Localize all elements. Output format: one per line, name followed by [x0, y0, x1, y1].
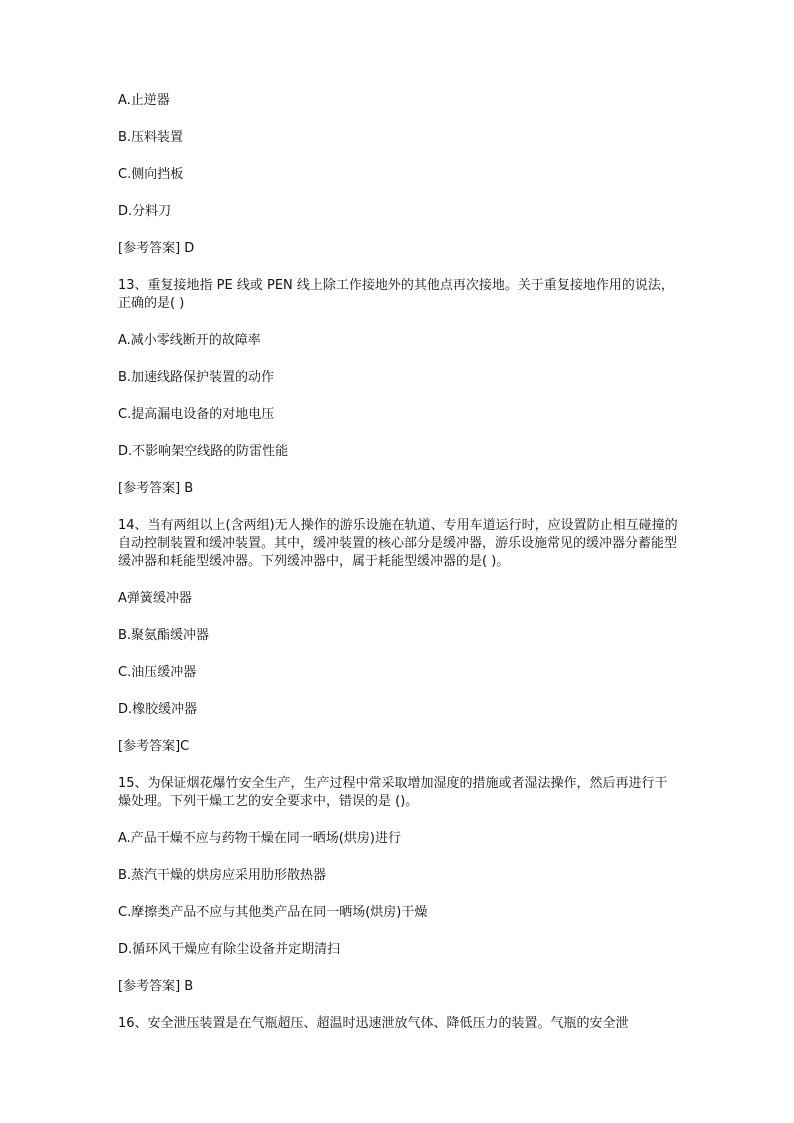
- q13-answer: [参考答案] B: [118, 481, 194, 496]
- q12-answer: [参考答案] D: [118, 241, 195, 256]
- q14-answer: [参考答案]C: [118, 739, 190, 754]
- q13-option-a: A.减小零线断开的故障率: [118, 333, 261, 348]
- q14-option-b: B.聚氨酯缓冲器: [118, 628, 210, 643]
- q14-option-c: C.油压缓冲器: [118, 665, 197, 680]
- q14-stem: 14、当有两组以上(含两组)无人操作的游乐设施在轨道、专用车道运行时，应设置防止相互碰撞的自动控制装置和缓冲装置。其中，缓冲装置的核心部分是缓冲器，游乐设施常见的缓冲器分蓄能型缓冲器和耗能型缓冲器。下列缓冲器中，属于耗能型缓冲器的是( )。: [118, 518, 678, 569]
- q13-stem: 13、重复接地指 PE 线或 PEN 线上除工作接地外的其他点再次接地。关于重复接地作用的说法，正确的是( ): [118, 278, 674, 311]
- q13-option-c: C.提高漏电设备的对地电压: [118, 407, 275, 422]
- q15-stem: 15、为保证烟花爆竹安全生产，生产过程中常采取增加湿度的措施或者湿法操作，然后再进行干燥处理。下列干燥工艺的安全要求中，错误的是 ()。: [118, 776, 668, 809]
- q12-option-b: B.压料装置: [118, 130, 184, 145]
- q13-option-d: D.不影响架空线路的防雷性能: [118, 444, 289, 459]
- q15-answer: [参考答案] B: [118, 979, 194, 994]
- q15-option-b: B.蒸汽干燥的烘房应采用肋形散热器: [118, 868, 327, 883]
- q12-option-d: D.分料刀: [118, 204, 172, 219]
- q15-option-c: C.摩擦类产品不应与其他类产品在同一晒场(烘房)干燥: [118, 905, 428, 920]
- q15-option-a: A.产品干燥不应与药物干燥在同一晒场(烘房)进行: [118, 831, 401, 846]
- q13-option-b: B.加速线路保护装置的动作: [118, 370, 275, 385]
- q12-option-c: C.侧向挡板: [118, 167, 184, 182]
- page-content: [118, 92, 678, 1052]
- q14-option-d: D.橡胶缓冲器: [118, 702, 198, 717]
- q14-option-a: A弹簧缓冲器: [118, 591, 192, 606]
- q12-option-a: A.止逆器: [118, 93, 170, 108]
- q15-option-d: D.循环风干燥应有除尘设备并定期清扫: [118, 942, 341, 957]
- q16-stem: 16、安全泄压装置是在气瓶超压、超温时迅速泄放气体、降低压力的装置。气瓶的安全泄: [118, 1016, 629, 1031]
